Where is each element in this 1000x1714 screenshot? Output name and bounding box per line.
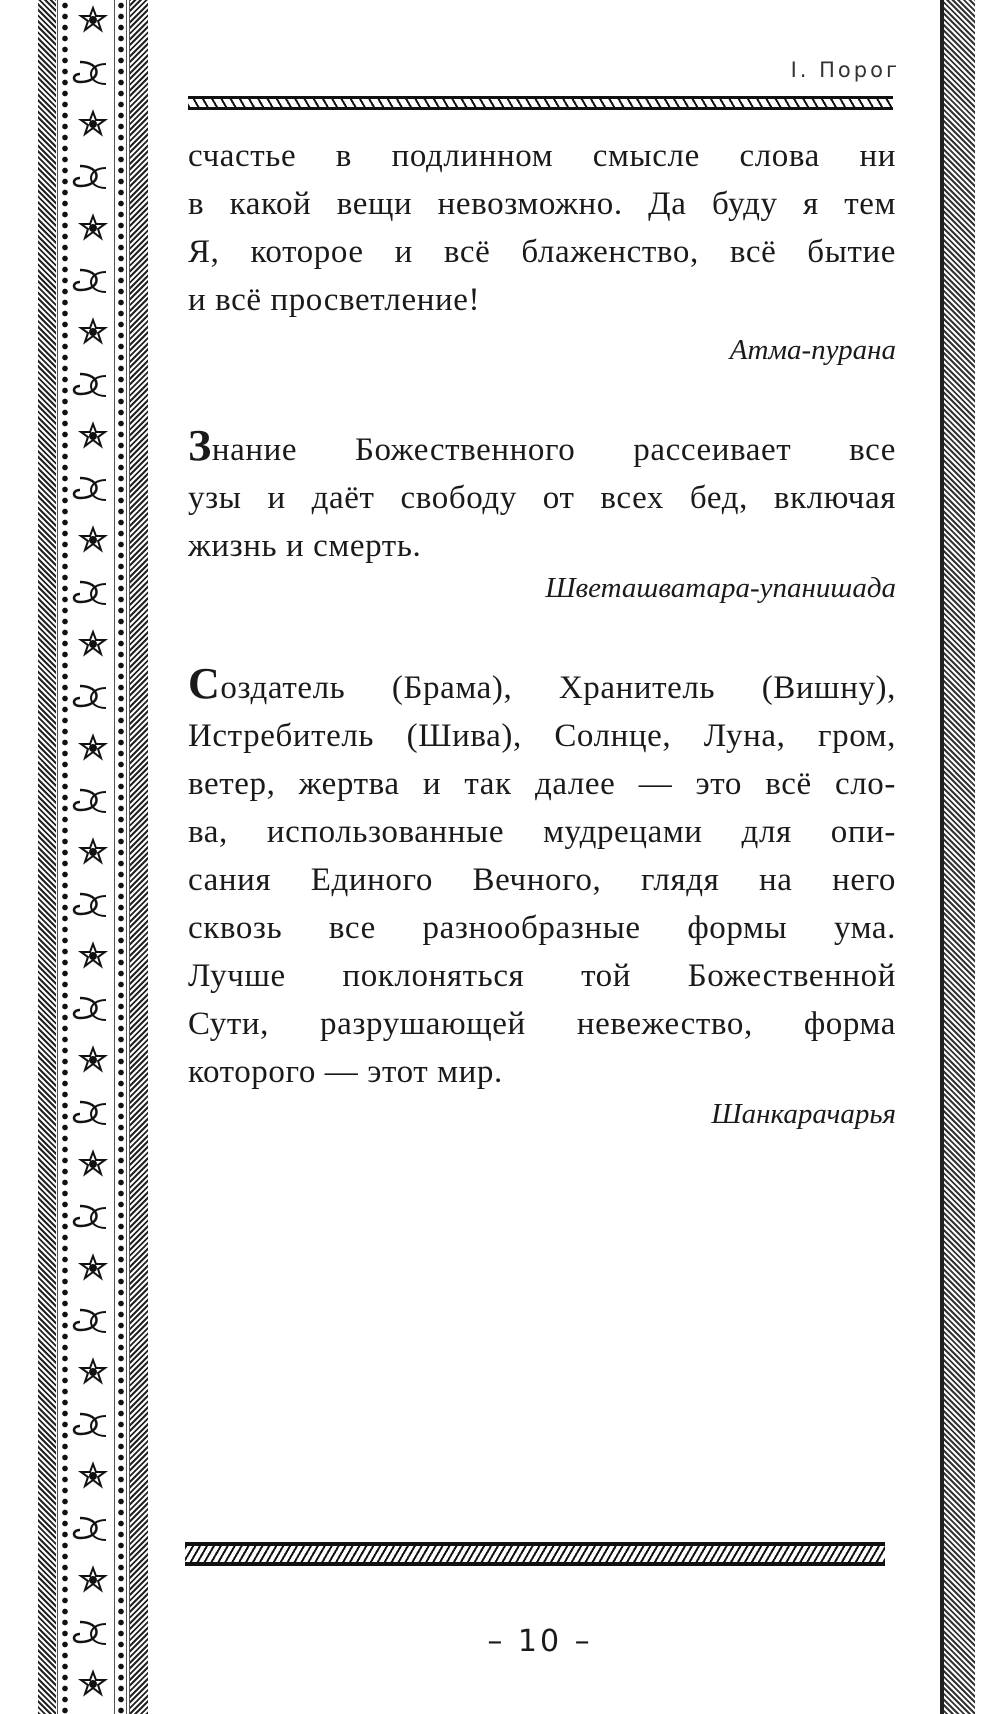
right-border-line (940, 0, 944, 1714)
text-line: и всё просветление! (188, 282, 481, 318)
text-line-rest: нание Божественного рассеивает все (211, 432, 896, 468)
left-ornamental-border (38, 0, 148, 1714)
text-line: в какой вещи невозможно. Да буду я тем (188, 186, 896, 222)
text-line: Истребитель (Шива), Солнце, Луна, гром, (188, 718, 896, 754)
vine-icon (72, 0, 114, 1714)
border-dot-column (116, 0, 126, 1714)
text-line (188, 660, 896, 712)
header-ornamental-rule (188, 96, 893, 110)
border-frame-inner (130, 0, 148, 1714)
text-line: сквозь все разнообразные формы ума. (188, 910, 896, 946)
text-line: счастье в подлинном смысле слова ни (188, 138, 896, 174)
text-line: жизнь и смерть. (188, 528, 422, 564)
text-line: ва, использованные мудрецами для опи- (188, 814, 896, 850)
text-line: ветер, жертва и так далее — это всё сло- (188, 766, 896, 802)
border-dot-column (60, 0, 70, 1714)
text-line: сания Единого Вечного, глядя на него (188, 862, 896, 898)
running-header: I. Порог (790, 58, 900, 82)
drop-cap: З (188, 421, 212, 470)
floral-vine-ornament (72, 0, 114, 1714)
border-frame-outer (38, 0, 56, 1714)
text-line: Сути, разрушающей невежество, форма (188, 1006, 896, 1042)
text-line: Я, которое и всё блаженство, всё бытие (188, 234, 896, 270)
quote-2-attribution: Шветашватара-упанишада (545, 572, 896, 604)
text-line: узы и даёт свободу от всех бед, включая (188, 480, 896, 516)
text-line-rest: оздатель (Брама), Хранитель (Вишну), (220, 670, 896, 706)
text-line (188, 422, 896, 474)
footer-ornamental-rule (185, 1542, 885, 1566)
text-line: которого — этот мир. (188, 1054, 503, 1090)
text-line: Лучше поклоняться той Божественной (188, 958, 896, 994)
quote-3-attribution: Шанкарачарья (711, 1098, 896, 1130)
quote-3-text (188, 660, 896, 1096)
page-number: – 10 – (487, 1624, 593, 1659)
drop-cap: С (188, 659, 221, 708)
right-ornamental-border (940, 0, 975, 1714)
quote-2-text (188, 422, 896, 570)
quote-1-text (188, 132, 896, 324)
quote-1-attribution: Атма-пурана (729, 334, 896, 366)
